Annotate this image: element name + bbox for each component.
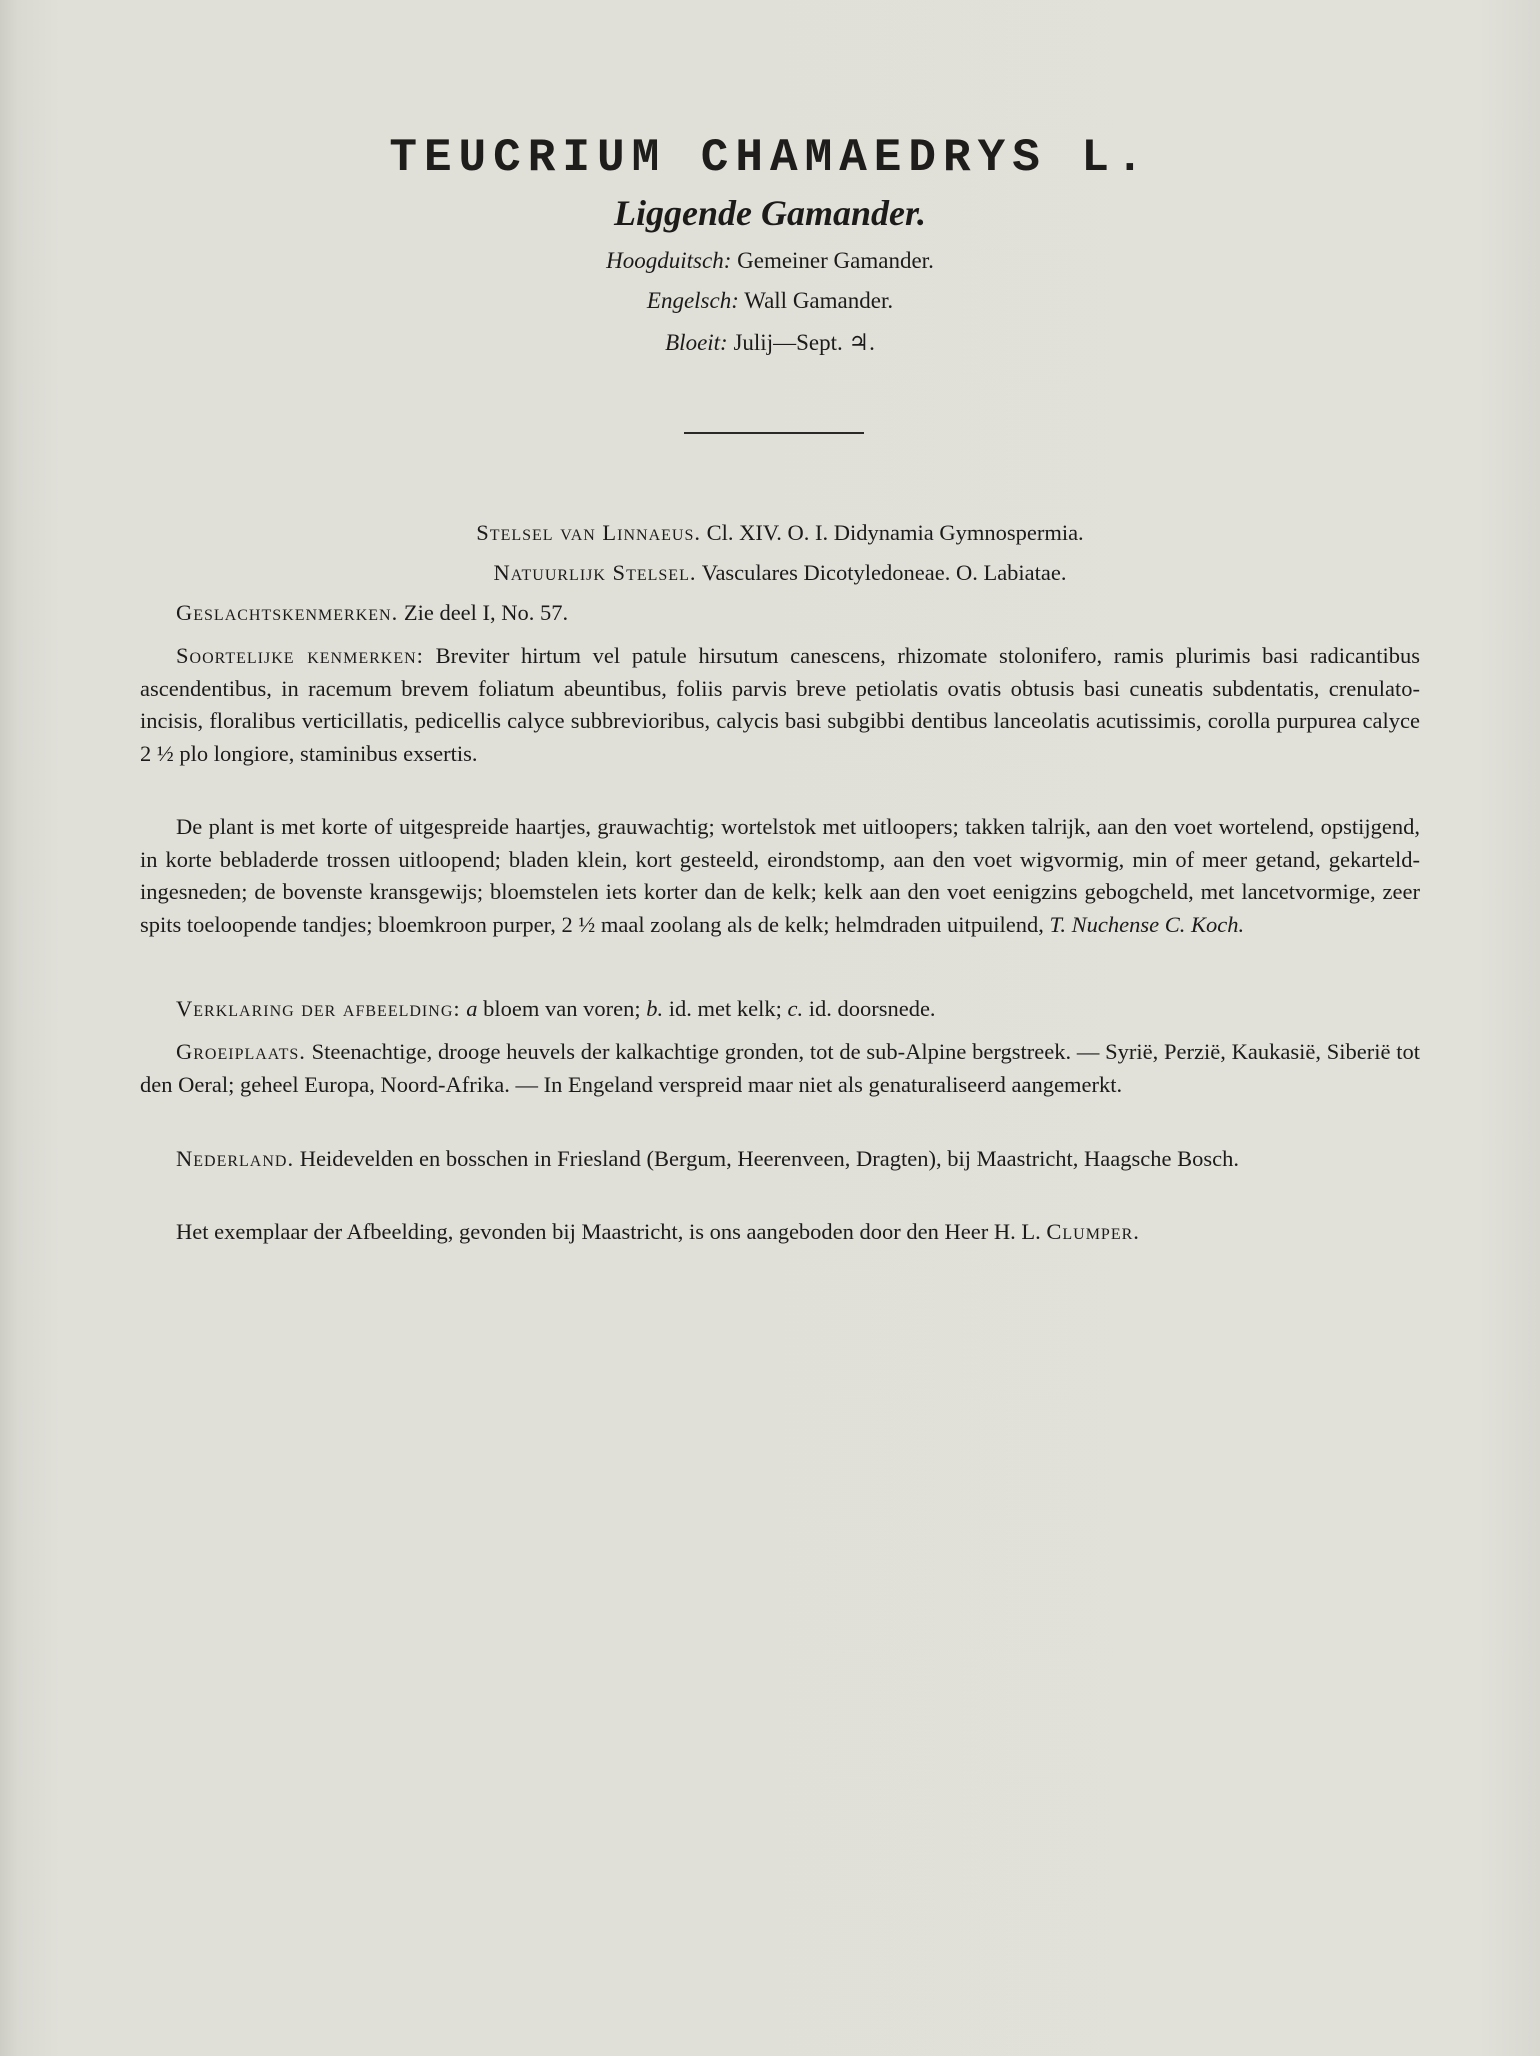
natuurlijk-label: Natuurlijk Stelsel. [493,560,697,585]
verklaring-c-text: id. doorsnede. [808,996,936,1021]
verklaring-a-text: bloem van voren; [483,996,641,1021]
geslacht-label: Geslachtskenmerken. [176,600,399,625]
german-value: Gemeiner Gamander. [737,248,934,273]
plant-text: De plant is met korte of uitgespreide haartjes, grauwachtig; wortelstok met uitloopers; takken talrijk, aan den voet wortelend, opstijgend, in korte bebladerde trossen uitloopend; bladen klein, kort gesteeld, eirondstomp, aan den voet wigvormig, min of meer getand, gekarteld-ingesneden; de bovenste kransgewijs; bloemstelen iets korter dan de kelk; kelk aan den voet eenigzins gebogcheld, met lancetvormige, zeer spits toeloopende tandjes; bloemkroon purper, 2 ½ maal zoolang als de kelk; helmdraden uitpuilend, [140,814,1420,938]
nederland-label: Nederland. [176,1146,295,1171]
natuurlijk-stelsel [140,557,1420,590]
bloom-value: Julij—Sept. ♃. [733,330,875,355]
german-label: Hoogduitsch: [606,248,732,273]
english-name-line [0,288,1540,314]
geslacht-text: Zie deel I, No. 57. [403,600,569,625]
german-name-line [0,248,1540,274]
species-title: TEUCRIUM CHAMAEDRYS L. [389,132,1151,184]
exemplaar-note [140,1216,1420,1249]
nederland-text: Heidevelden en bosschen in Friesland (Bergum, Heerenveen, Dragten), bij Maastricht, Haagsche Bosch. [299,1146,1240,1171]
verklaring-b: b. [646,996,664,1021]
plant-description [140,811,1420,942]
plant-synonym: T. Nuchense C. Koch. [1049,912,1245,938]
soort-text: Breviter hirtum vel patule hirsutum canescens, rhizomate stolonifero, ramis plurimis basi radicantibus ascendentibus, in racemum brevem foliatum abeuntibus, foliis parvis breve petiolatis ovatis obtusis basi cuneatis subdentatis, crenulato-incisis, floralibus verticillatis, pedicellis calyce subbrevioribus, calycis basi subgibbi dentibus lanceolatis acutissimis, corolla purpurea calyce 2 ½ plo longiore, staminibus exsertis. [140,643,1421,767]
natuurlijk-text: Vasculares Dicotyledoneae. O. Labiatae. [701,560,1067,585]
separator-rule [684,432,864,434]
stelsel-label: Stelsel van Linnaeus. [476,520,702,545]
bloom-line [0,330,1540,356]
nederland [140,1143,1420,1176]
verklaring-b-text: id. met kelk; [668,996,782,1021]
english-label: Engelsch: [646,288,739,313]
geslachtskenmerken [140,597,1420,630]
groeiplaats-text: Steenachtige, drooge heuvels der kalkachtige gronden, tot de sub-Alpine bergstreek. — Syrië, Perzië, Kaukasië, Siberië tot den Oeral; geheel Europa, Noord-Afrika. — In Engeland verspreid maar niet als genaturaliseerd aangemerkt. [140,1039,1420,1097]
bloom-label: Bloeit: [665,330,728,355]
verklaring-c: c. [787,996,804,1021]
groeiplaats [140,1036,1420,1101]
verklaring-a: a [466,996,478,1021]
common-name: Liggende Gamander. [614,193,926,233]
verklaring-afbeelding [140,993,1420,1026]
english-value: Wall Gamander. [744,288,894,313]
soort-label: Soortelijke kenmerken: [176,643,424,668]
stelsel-linnaeus [140,517,1420,550]
soortelijke-kenmerken [140,640,1420,771]
groeiplaats-label: Groeiplaats. [176,1039,306,1064]
stelsel-text: Cl. XIV. O. I. Didynamia Gymnospermia. [706,520,1084,545]
verklaring-label: Verklaring der afbeelding: [176,996,461,1021]
exemplaar-text: Het exemplaar der Afbeelding, gevonden bij Maastricht, is ons aangeboden door den Heer H. L. [176,1219,1041,1244]
exemplaar-name: Clumper. [1046,1219,1140,1244]
